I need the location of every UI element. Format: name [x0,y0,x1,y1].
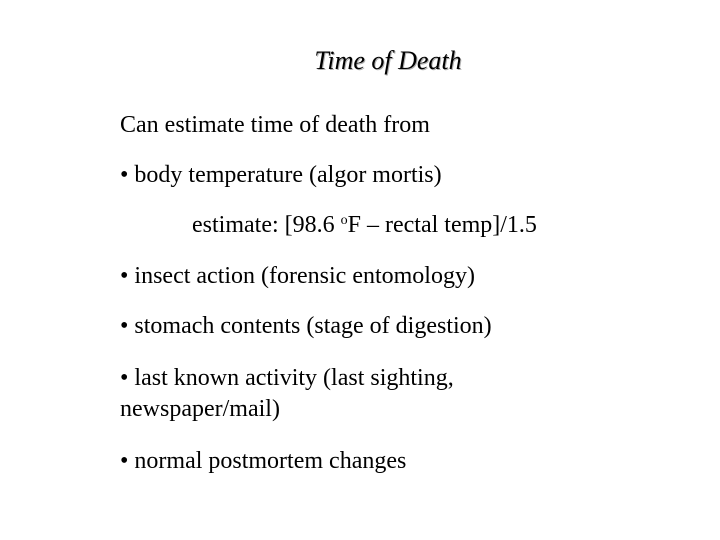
estimate-formula [192,211,537,243]
bullet-stomach-contents: • stomach contents (stage of digestion) [120,313,492,339]
intro-text: Can estimate time of death from [120,112,430,138]
estimate-prefix: estimate: [98.6 [192,212,341,238]
bullet-last-known-activity-continued: newspaper/mail) [120,396,280,422]
bullet-insect-action: • insect action (forensic entomology) [120,263,475,289]
slide-title-text: Time of Death [314,46,462,75]
estimate-suffix: F – rectal temp]/1.5 [347,212,537,238]
bullet-last-known-activity: • last known activity (last sighting, [120,365,454,391]
bullet-postmortem-changes: • normal postmortem changes [120,448,407,474]
degree-symbol: o [340,213,348,228]
slide-title [0,44,720,78]
bullet-body-temperature: • body temperature (algor mortis) [120,162,442,188]
